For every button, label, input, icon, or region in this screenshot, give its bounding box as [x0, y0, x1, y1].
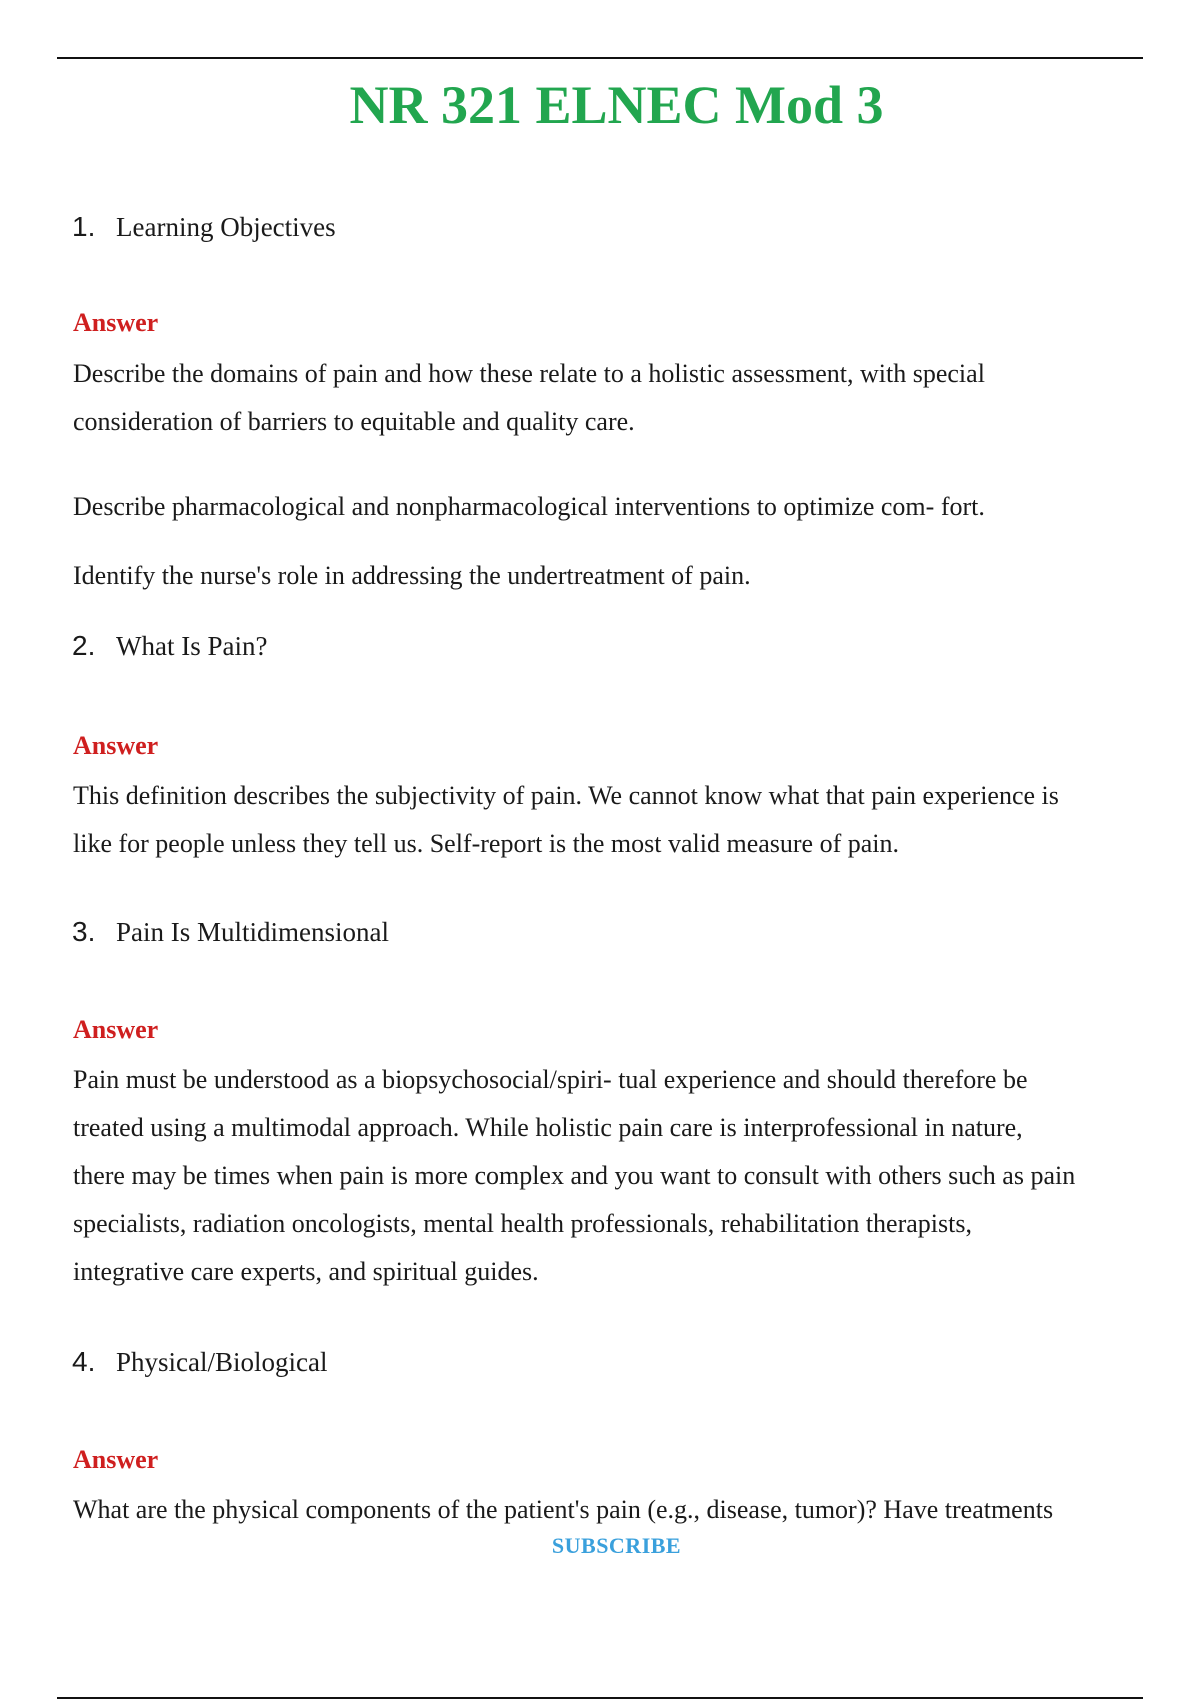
- answer-label-2: Answer: [73, 731, 159, 760]
- answer-text-1: [73, 350, 1153, 446]
- answer-line: Describe the domains of pain and how these relate to a holistic assessment, with special: [73, 359, 985, 388]
- answer-text-2: [73, 772, 1153, 868]
- bottom-rule: [57, 1697, 1143, 1699]
- question-text: Physical/Biological: [116, 1347, 328, 1377]
- answer-line: integrative care experts, and spiritual guides.: [73, 1257, 539, 1286]
- question-text: Learning Objectives: [116, 212, 336, 242]
- question-number: 1.: [72, 211, 96, 242]
- question-text: Pain Is Multidimensional: [116, 917, 389, 947]
- answer-line: there may be times when pain is more complex and you want to consult with others such as pain: [73, 1161, 1076, 1190]
- answer-line: specialists, radiation oncologists, mental health professionals, rehabilitation therapists,: [73, 1209, 972, 1238]
- answer-label-1: Answer: [73, 308, 159, 337]
- answer-text-4: [73, 1486, 1153, 1534]
- subscribe-link[interactable]: SUBSCRIBE: [551, 1533, 682, 1558]
- question-number: 4.: [72, 1346, 96, 1377]
- answer-paragraph: Identify the nurse's role in addressing the undertreatment of pain.: [73, 561, 751, 590]
- question-number: 3.: [72, 916, 96, 947]
- answer-label-4: Answer: [73, 1445, 159, 1474]
- answer-paragraph: Describe pharmacological and nonpharmacological interventions to optimize com- fort.: [73, 492, 985, 521]
- top-rule: [57, 57, 1143, 59]
- answer-line: This definition describes the subjectivity of pain. We cannot know what that pain experience is: [73, 781, 1059, 810]
- question-3: [72, 914, 389, 950]
- answer-line: treated using a multimodal approach. While holistic pain care is interprofessional in nature,: [73, 1113, 1023, 1142]
- answer-line: Pain must be understood as a biopsychosocial/spiri- tual experience and should therefore be: [73, 1065, 1028, 1094]
- answer-text-3: [73, 1056, 1153, 1296]
- document-title: NR 321 ELNEC Mod 3: [349, 75, 884, 135]
- answer-line: What are the physical components of the patient's pain (e.g., disease, tumor)? Have treatments: [73, 1495, 1054, 1524]
- question-text: What Is Pain?: [116, 631, 268, 661]
- question-number: 2.: [72, 630, 96, 661]
- answer-line: like for people unless they tell us. Self-report is the most valid measure of pain.: [73, 829, 900, 858]
- question-4: [72, 1344, 327, 1380]
- question-1: [72, 209, 336, 245]
- answer-label-3: Answer: [73, 1015, 159, 1044]
- answer-line: consideration of barriers to equitable and quality care.: [73, 407, 635, 436]
- question-2: [72, 628, 267, 664]
